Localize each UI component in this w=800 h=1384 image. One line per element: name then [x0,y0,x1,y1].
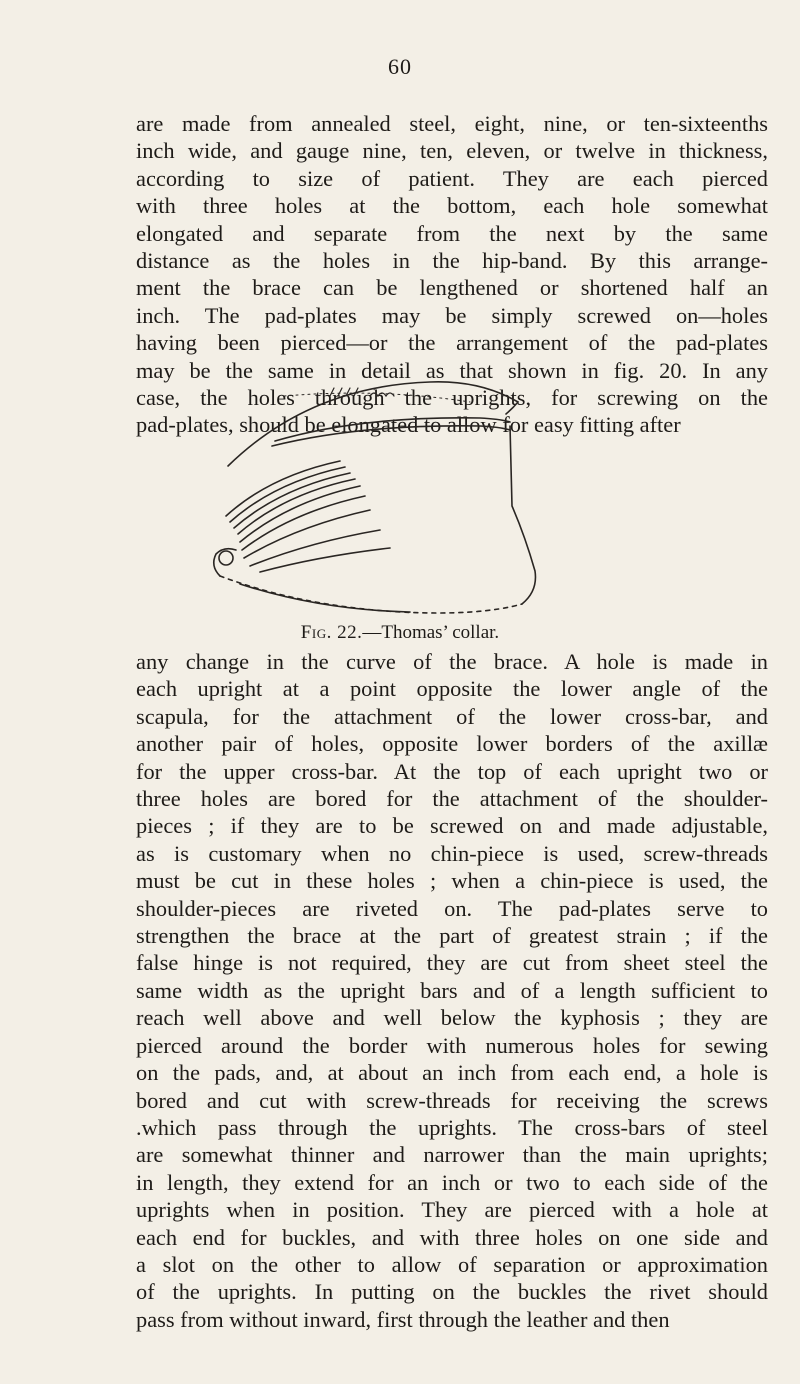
figure-caption [0,622,800,644]
text-line: each upright at a point opposite the lower angle of the [136,676,768,702]
text-line: same width as the upright bars and of a length sufficient to [136,977,768,1003]
text-line: reach well above and well below the kyphosis ; they are [136,1005,768,1031]
paragraph-2 [136,648,768,1333]
text-line: scapula, for the attachment of the lower cross-bar, and [136,703,768,729]
text-line: .which pass through the uprights. The cross-bars of steel [136,1114,768,1140]
text-line: false hinge is not required, they are cut from sheet steel the [136,950,768,976]
text-line: three holes are bored for the attachment of the shoulder- [136,786,768,812]
text-line: according to size of patient. They are each pierced [136,165,768,191]
text-line: are made from annealed steel, eight, nine, or ten-sixteenths [136,111,768,136]
text-line: pieces ; if they are to be screwed on and made adjustable, [136,813,768,839]
text-line: must be cut in these holes ; when a chin-piece is used, the [136,868,768,894]
text-line: another pair of holes, opposite lower borders of the axillæ [136,731,768,757]
text-line: ment the brace can be lengthened or shortened half an [136,275,768,301]
text-line: pad-plates, should be elongated to allow for easy fitting after [136,412,681,438]
text-line: pass from without inward, first through the leather and then [136,1306,670,1332]
figure-label: Fig. 22. [300,622,363,643]
text-line: any change in the curve of the brace. A hole is made in [136,649,768,674]
text-line: inch wide, and gauge nine, ten, eleven, or twelve in thickness, [136,138,768,164]
text-line: inch. The pad-plates may be simply screwed on—holes [136,302,768,328]
text-line: bored and cut with screw-threads for receiving the screws [136,1087,768,1113]
text-line: distance as the holes in the hip-band. By this arrange- [136,248,768,274]
thomas-collar-illustration [180,366,580,636]
text-line: on the pads, and, at about an inch from each end, a hole is [136,1060,768,1086]
text-line: case, the holes through the uprights, for screwing on the [136,385,768,411]
text-line: in length, they extend for an inch or two to each side of the [136,1169,768,1195]
text-line: pierced around the border with numerous holes for sewing [136,1032,768,1058]
text-line: each end for buckles, and with three holes on one side and [136,1224,768,1250]
text-line: for the upper cross-bar. At the top of each upright two or [136,758,768,784]
text-line: may be the same in detail as that shown in fig. 20. In any [136,357,768,383]
figure-title: —Thomas’ collar. [362,622,500,643]
page-number: 60 [388,54,412,79]
text-line: of the uprights. In putting on the buckles the rivet should [136,1279,768,1305]
text-line: as is customary when no chin-piece is used, screw-threads [136,840,768,866]
text-line: elongated and separate from the next by the same [136,220,768,246]
text-line: uprights when in position. They are pierced with a hole at [136,1197,768,1223]
figure-thomas-collar [180,366,580,634]
text-line: shoulder-pieces are riveted on. The pad-plates serve to [136,895,768,921]
text-line: a slot on the other to allow of separation or approximation [136,1251,768,1277]
text-line: strengthen the brace at the part of greatest strain ; if the [136,923,768,949]
text-line: with three holes at the bottom, each hole somewhat [136,193,768,219]
text-line: having been pierced—or the arrangement of the pad-plates [136,330,768,356]
text-line: are somewhat thinner and narrower than the main uprights; [136,1142,768,1168]
